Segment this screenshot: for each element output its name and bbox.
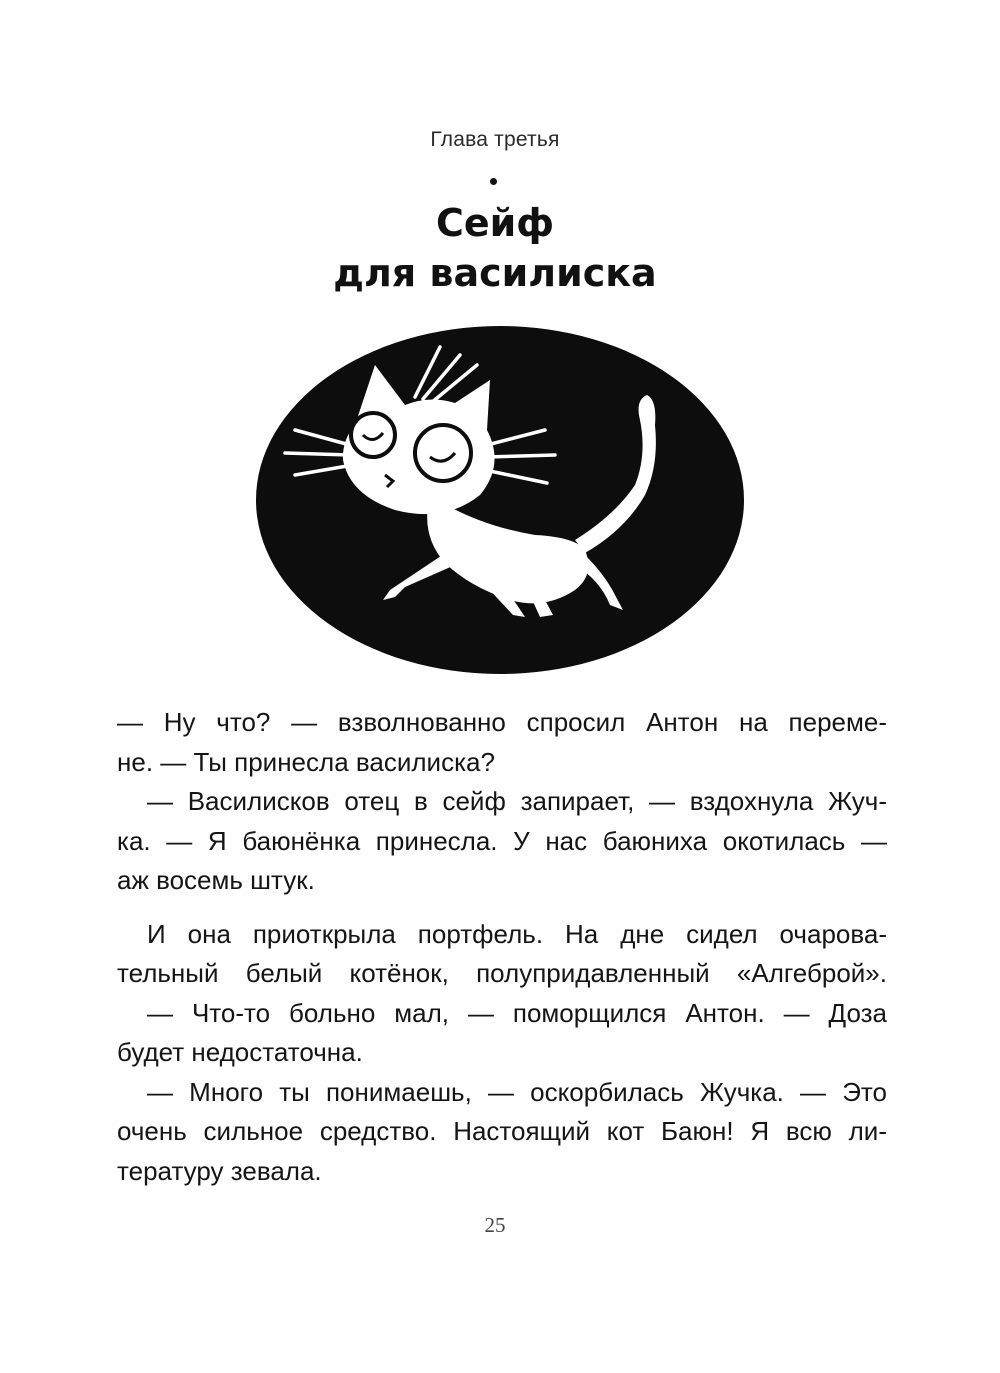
chapter-title <box>0 198 990 298</box>
text-line: ка. — Я баюнёнка принесла. У нас баюниха окотилась — <box>117 825 887 856</box>
page-number: 25 <box>484 1213 506 1237</box>
text-line: — Что-то больно мал, — поморщился Антон. — Доза <box>147 997 887 1028</box>
bullet-ornament <box>490 178 497 185</box>
body-text <box>117 703 887 1191</box>
chapter-title-line-1: Сейф <box>436 201 554 245</box>
text-line: — Василисков отец в сейф запирает, — вздохнула Жуч- <box>147 786 887 816</box>
text-line: тературу зевала. <box>117 1155 322 1186</box>
text-line: — Ну что? — взволнованно спросил Антон на переме- <box>117 707 887 737</box>
text-line: очень сильное средство. Настоящий кот Баюн! Я всю ли- <box>117 1116 887 1146</box>
text-line: не. — Ты принесла василиска? <box>117 746 495 777</box>
text-line: аж восемь штук. <box>117 865 315 895</box>
text-line: — Много ты понимаешь, — оскорбилась Жучка. — Это <box>147 1076 887 1107</box>
text-line: тельный белый котёнок, полупридавленный «Алгеброй». <box>117 958 887 988</box>
chapter-label: Глава третья <box>430 128 560 151</box>
chapter-title-line-2: для василиска <box>333 251 657 295</box>
cat-illustration-icon <box>255 325 745 675</box>
text-line: будет недостаточна. <box>117 1037 363 1067</box>
text-line: И она приоткрыла портфель. На дне сидел очарова- <box>147 918 887 949</box>
